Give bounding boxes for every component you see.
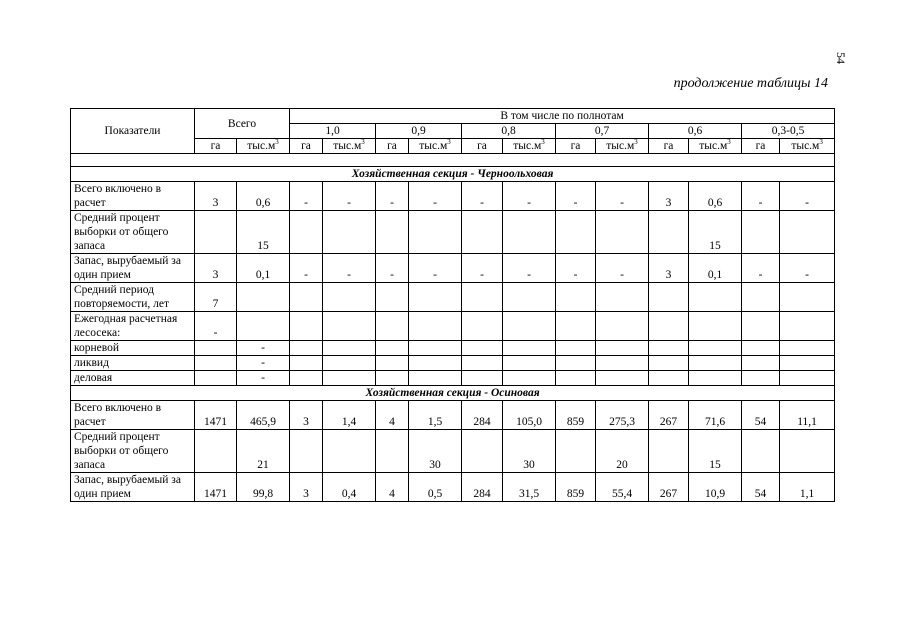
table-cell: - xyxy=(323,182,376,211)
table-cell xyxy=(780,356,835,371)
table-cell: - xyxy=(323,254,376,283)
table-cell xyxy=(503,371,556,386)
table-cell xyxy=(596,371,649,386)
table-cell xyxy=(649,341,689,356)
table-cell xyxy=(376,312,409,341)
table-cell xyxy=(376,356,409,371)
page-number: 54 xyxy=(834,52,848,64)
table-cell xyxy=(290,312,323,341)
unit-volume-header xyxy=(503,139,556,154)
table-cell xyxy=(649,283,689,312)
table-cell: 1,1 xyxy=(780,473,835,502)
table-cell xyxy=(462,356,503,371)
table-cell xyxy=(503,283,556,312)
table-cell: 54 xyxy=(742,473,780,502)
density-header: 0,9 xyxy=(376,124,462,139)
table-cell xyxy=(376,283,409,312)
table-cell xyxy=(376,341,409,356)
unit-volume-header xyxy=(323,139,376,154)
table-cell: 99,8 xyxy=(237,473,290,502)
unit-ha-header: га xyxy=(376,139,409,154)
table-cell xyxy=(742,341,780,356)
unit-ha-header: га xyxy=(649,139,689,154)
table-cell xyxy=(462,283,503,312)
table-cell xyxy=(556,341,596,356)
table-cell xyxy=(409,312,462,341)
table-cell xyxy=(323,211,376,254)
table-cell: 859 xyxy=(556,401,596,430)
table-cell xyxy=(742,312,780,341)
table-body xyxy=(71,154,835,502)
table-cell: 20 xyxy=(596,430,649,473)
unit-ha-header: га xyxy=(742,139,780,154)
table-cell: 21 xyxy=(237,430,290,473)
section-header-row xyxy=(71,386,835,401)
unit-volume-header xyxy=(409,139,462,154)
table-caption: продолжение таблицы 14 xyxy=(673,76,828,91)
table-cell xyxy=(780,430,835,473)
table-cell xyxy=(596,341,649,356)
unit-ha-header: га xyxy=(556,139,596,154)
table-cell: 55,4 xyxy=(596,473,649,502)
table-row xyxy=(71,401,835,430)
data-table xyxy=(70,108,835,502)
table-cell: 0,5 xyxy=(409,473,462,502)
table-cell: - xyxy=(556,254,596,283)
table-row xyxy=(71,182,835,211)
unit-ha-header: га xyxy=(195,139,237,154)
table-cell xyxy=(596,312,649,341)
table-cell xyxy=(323,356,376,371)
row-label: Всего включено в расчет xyxy=(71,182,195,211)
section-title: Хозяйственная секция - Черноольховая xyxy=(71,167,835,182)
table-cell xyxy=(323,430,376,473)
table-cell xyxy=(462,341,503,356)
table-cell xyxy=(742,356,780,371)
table-cell xyxy=(649,356,689,371)
table-cell xyxy=(462,371,503,386)
table-cell xyxy=(556,283,596,312)
table-cell xyxy=(237,312,290,341)
table-cell: 105,0 xyxy=(503,401,556,430)
unit-volume-text: тыс.м xyxy=(333,140,362,152)
table-cell xyxy=(780,341,835,356)
table-cell: 275,3 xyxy=(596,401,649,430)
table-cell xyxy=(556,312,596,341)
table-cell xyxy=(503,341,556,356)
table-cell: - xyxy=(409,182,462,211)
table-cell: 15 xyxy=(237,211,290,254)
table-cell: 11,1 xyxy=(780,401,835,430)
table-cell: 859 xyxy=(556,473,596,502)
table-cell: 7 xyxy=(195,283,237,312)
table-cell xyxy=(376,430,409,473)
table-cell xyxy=(596,356,649,371)
table-cell: - xyxy=(237,356,290,371)
spacer-row xyxy=(71,154,835,167)
table-cell: 31,5 xyxy=(503,473,556,502)
table-cell: - xyxy=(237,341,290,356)
table-row xyxy=(71,341,835,356)
table-cell xyxy=(462,312,503,341)
table-cell xyxy=(195,430,237,473)
table-cell xyxy=(742,371,780,386)
table-row xyxy=(71,356,835,371)
table-cell: - xyxy=(503,254,556,283)
table-cell xyxy=(503,312,556,341)
table-cell: 4 xyxy=(376,473,409,502)
table-cell xyxy=(742,283,780,312)
unit-volume-text: тыс.м xyxy=(419,140,448,152)
table-row xyxy=(71,430,835,473)
table-cell xyxy=(780,211,835,254)
table-cell: 4 xyxy=(376,401,409,430)
table-cell xyxy=(556,211,596,254)
unit-volume-superscript: 3 xyxy=(634,138,638,147)
table-cell: - xyxy=(596,182,649,211)
table-cell: - xyxy=(290,182,323,211)
table-cell: 3 xyxy=(195,182,237,211)
table-cell xyxy=(323,371,376,386)
density-header: 0,8 xyxy=(462,124,556,139)
table-row xyxy=(71,211,835,254)
table-cell xyxy=(195,371,237,386)
density-header: 0,6 xyxy=(649,124,742,139)
table-cell xyxy=(689,341,742,356)
unit-volume-header xyxy=(596,139,649,154)
unit-volume-superscript: 3 xyxy=(727,138,731,147)
table-cell xyxy=(689,312,742,341)
unit-volume-text: тыс.м xyxy=(791,140,820,152)
table-cell xyxy=(290,371,323,386)
table-cell xyxy=(503,356,556,371)
unit-volume-text: тыс.м xyxy=(606,140,635,152)
table-cell xyxy=(409,283,462,312)
row-label: корневой xyxy=(71,341,195,356)
table-cell: 3 xyxy=(290,473,323,502)
table-cell xyxy=(195,356,237,371)
unit-volume-header xyxy=(237,139,290,154)
unit-volume-superscript: 3 xyxy=(275,138,279,147)
table-cell xyxy=(323,283,376,312)
table-cell xyxy=(596,283,649,312)
unit-volume-text: тыс.м xyxy=(247,140,276,152)
table-cell xyxy=(689,371,742,386)
table-cell: - xyxy=(596,254,649,283)
table-cell: 465,9 xyxy=(237,401,290,430)
row-label: Всего включено в расчет xyxy=(71,401,195,430)
table-cell: 1471 xyxy=(195,401,237,430)
table-cell: - xyxy=(780,182,835,211)
table-cell: - xyxy=(290,254,323,283)
table-cell xyxy=(323,312,376,341)
table-cell xyxy=(503,211,556,254)
table-cell: - xyxy=(742,254,780,283)
table-cell: 1,4 xyxy=(323,401,376,430)
table-cell xyxy=(290,211,323,254)
unit-ha-header: га xyxy=(462,139,503,154)
table-cell: - xyxy=(376,254,409,283)
table-cell xyxy=(742,211,780,254)
table-cell xyxy=(290,283,323,312)
table-cell: 267 xyxy=(649,473,689,502)
header-row-1 xyxy=(71,109,835,124)
table-cell: - xyxy=(376,182,409,211)
table-cell: - xyxy=(742,182,780,211)
table-row xyxy=(71,371,835,386)
table-cell xyxy=(689,356,742,371)
table-cell xyxy=(780,371,835,386)
unit-ha-header: га xyxy=(290,139,323,154)
table-cell xyxy=(689,283,742,312)
table-cell xyxy=(409,341,462,356)
table-row xyxy=(71,254,835,283)
table-cell: 0,1 xyxy=(689,254,742,283)
table-cell: 1471 xyxy=(195,473,237,502)
table-row xyxy=(71,283,835,312)
unit-volume-superscript: 3 xyxy=(361,138,365,147)
table-cell xyxy=(462,430,503,473)
row-label: Запас, вырубаемый за один прием xyxy=(71,473,195,502)
row-label: Средний процент выборки от общего запаса xyxy=(71,211,195,254)
table-cell xyxy=(742,430,780,473)
table-cell xyxy=(290,341,323,356)
table-cell xyxy=(649,430,689,473)
table-cell xyxy=(376,371,409,386)
density-header: 0,7 xyxy=(556,124,649,139)
table-cell: 71,6 xyxy=(689,401,742,430)
unit-volume-header xyxy=(780,139,835,154)
table-row xyxy=(71,473,835,502)
table-cell xyxy=(649,371,689,386)
table-cell xyxy=(556,430,596,473)
table-cell: - xyxy=(556,182,596,211)
table-cell xyxy=(409,211,462,254)
row-label: Ежегодная расчетная лесосека: xyxy=(71,312,195,341)
table-cell: - xyxy=(503,182,556,211)
row-label: Средний процент выборки от общего запаса xyxy=(71,430,195,473)
density-header: 1,0 xyxy=(290,124,376,139)
table-cell: 284 xyxy=(462,473,503,502)
table-cell: 15 xyxy=(689,430,742,473)
table-cell: 3 xyxy=(195,254,237,283)
table-row xyxy=(71,312,835,341)
table-cell xyxy=(409,356,462,371)
table-cell: 54 xyxy=(742,401,780,430)
table-cell: - xyxy=(462,182,503,211)
row-label: Средний период повторяемости, лет xyxy=(71,283,195,312)
table-cell: - xyxy=(237,371,290,386)
table-cell: 284 xyxy=(462,401,503,430)
table-cell xyxy=(596,211,649,254)
table-cell xyxy=(556,371,596,386)
table-cell xyxy=(195,211,237,254)
header-indicators: Показатели xyxy=(71,109,195,154)
table-cell: - xyxy=(195,312,237,341)
table-cell: 0,6 xyxy=(237,182,290,211)
table-cell xyxy=(290,356,323,371)
header-including: В том числе по полнотам xyxy=(290,109,835,124)
table-cell: 267 xyxy=(649,401,689,430)
section-title: Хозяйственная секция - Осиновая xyxy=(71,386,835,401)
table-cell: - xyxy=(780,254,835,283)
row-label: деловая xyxy=(71,371,195,386)
unit-volume-text: тыс.м xyxy=(699,140,728,152)
unit-volume-superscript: 3 xyxy=(819,138,823,147)
unit-volume-text: тыс.м xyxy=(513,140,542,152)
table-cell: 3 xyxy=(649,254,689,283)
table-cell xyxy=(323,341,376,356)
density-header: 0,3-0,5 xyxy=(742,124,835,139)
table-cell xyxy=(649,211,689,254)
table-cell: 0,1 xyxy=(237,254,290,283)
table-cell xyxy=(376,211,409,254)
table-cell xyxy=(462,211,503,254)
unit-volume-superscript: 3 xyxy=(541,138,545,147)
table-cell xyxy=(649,312,689,341)
table-cell: 3 xyxy=(649,182,689,211)
table-cell: - xyxy=(462,254,503,283)
table-cell: 30 xyxy=(409,430,462,473)
unit-volume-superscript: 3 xyxy=(447,138,451,147)
spacer-cell xyxy=(71,154,835,167)
header-total: Всего xyxy=(195,109,290,139)
table-cell xyxy=(195,341,237,356)
table-cell: 3 xyxy=(290,401,323,430)
row-label: Запас, вырубаемый за один прием xyxy=(71,254,195,283)
table-cell xyxy=(780,283,835,312)
table-cell: 15 xyxy=(689,211,742,254)
table-cell: 0,4 xyxy=(323,473,376,502)
row-label: ликвид xyxy=(71,356,195,371)
table-cell xyxy=(237,283,290,312)
table-cell: 0,6 xyxy=(689,182,742,211)
table-cell xyxy=(556,356,596,371)
table-cell xyxy=(780,312,835,341)
table-cell: 30 xyxy=(503,430,556,473)
table-cell xyxy=(409,371,462,386)
table-cell: 10,9 xyxy=(689,473,742,502)
table-cell: 1,5 xyxy=(409,401,462,430)
table-cell: - xyxy=(409,254,462,283)
table-cell xyxy=(290,430,323,473)
unit-volume-header xyxy=(689,139,742,154)
section-header-row xyxy=(71,167,835,182)
